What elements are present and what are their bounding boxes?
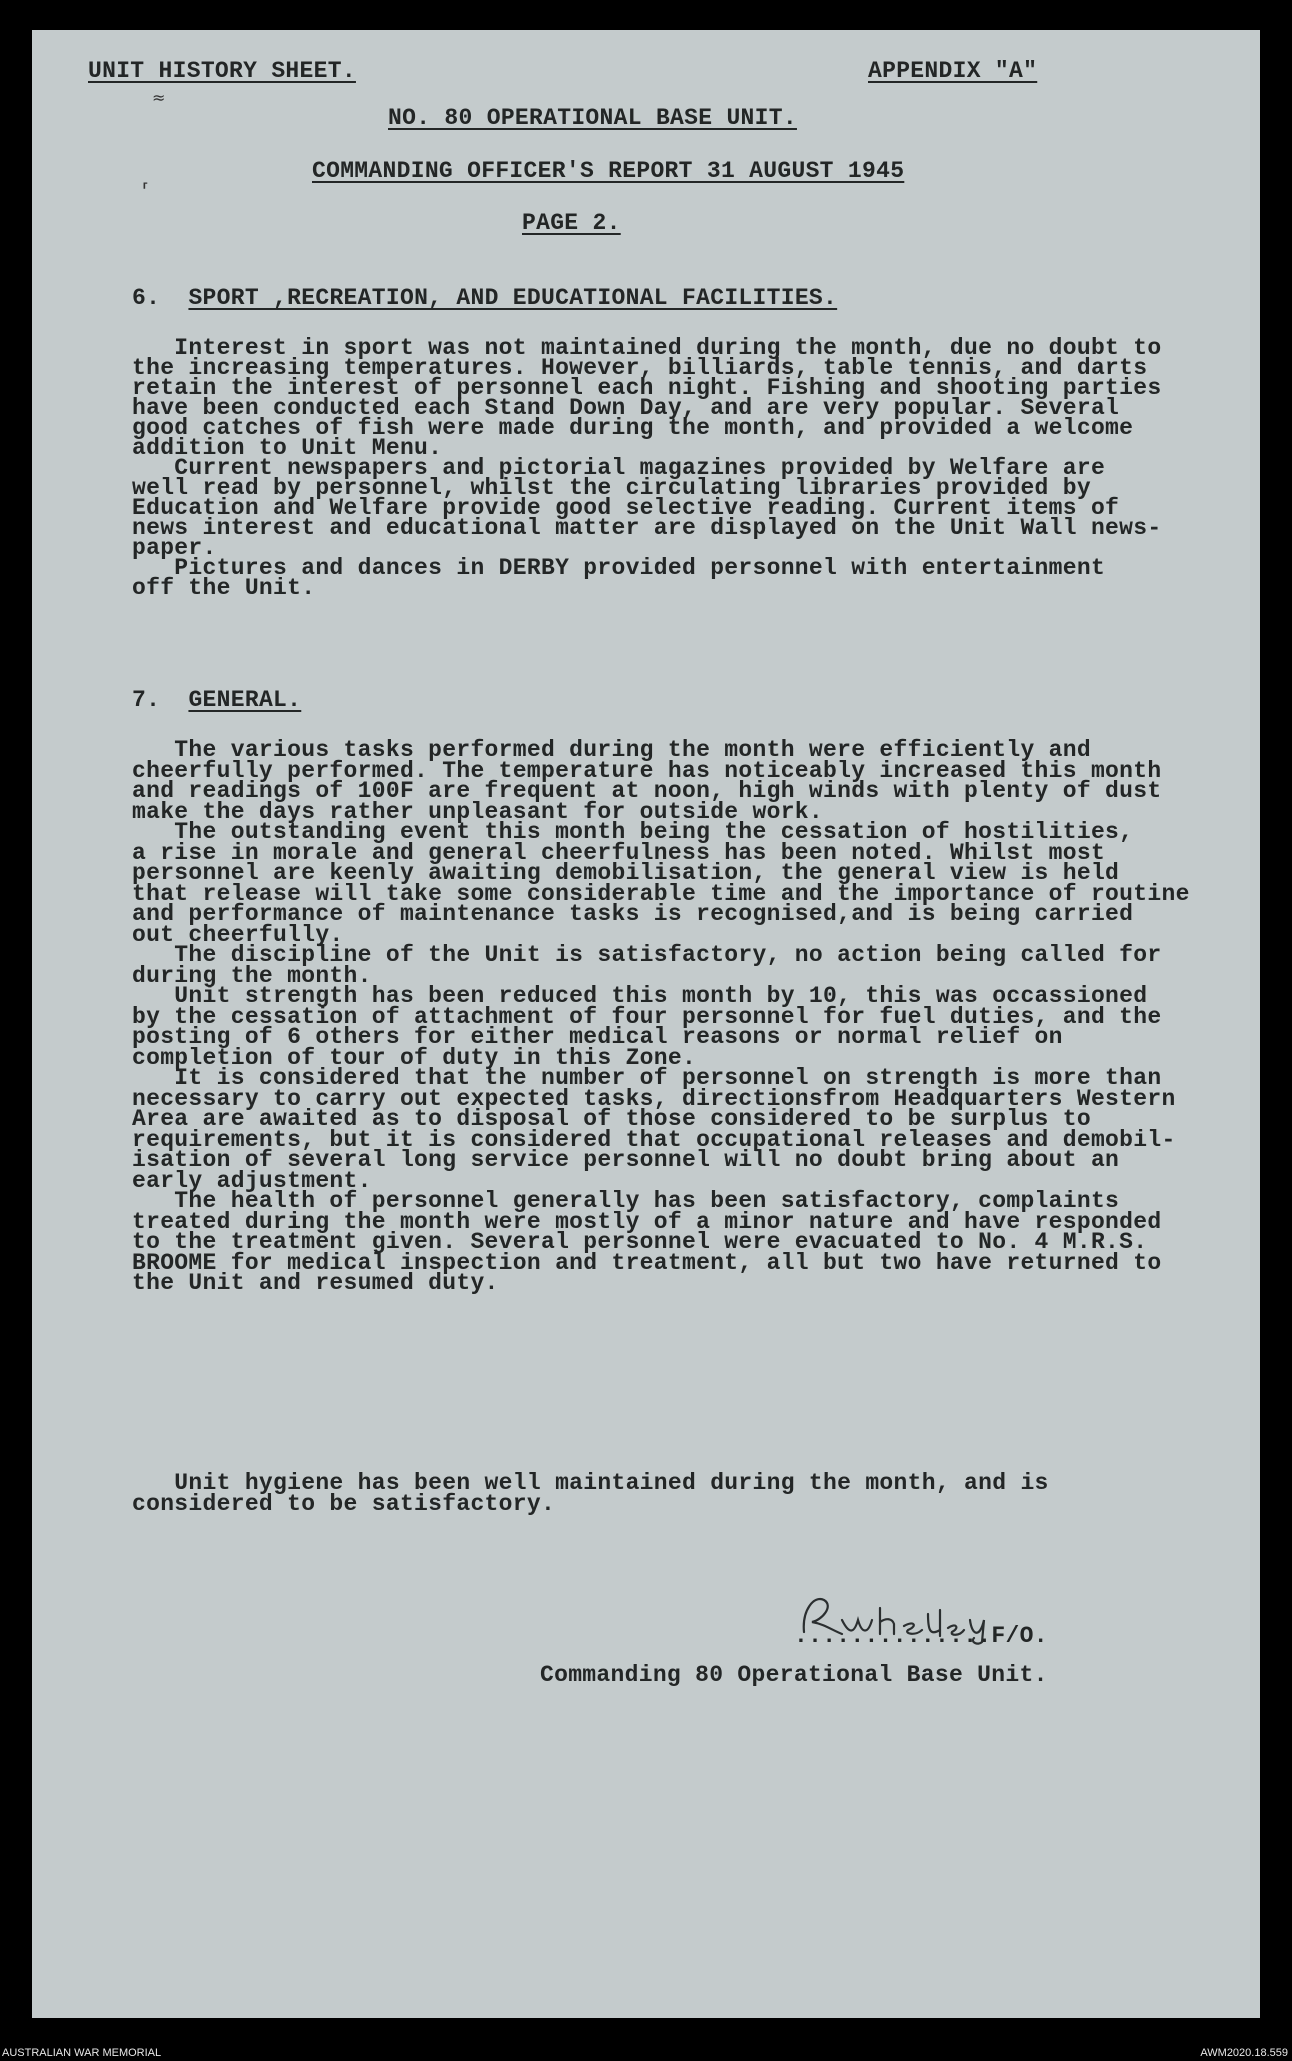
body-line: Pictures and dances in DERBY provided personnel with entertainment — [132, 555, 1106, 581]
body-line: retain the interest of personnel each night. Fishing and shooting parties — [132, 375, 1162, 401]
unit-title: NO. 80 OPERATIONAL BASE UNIT. — [388, 105, 797, 131]
body-line: isation of several long service personnel will no doubt bring about an — [132, 1147, 1120, 1173]
signature-caption: Commanding 80 Operational Base Unit. — [540, 1662, 1048, 1688]
report-title: COMMANDING OFFICER'S REPORT 31 AUGUST 1945 — [312, 158, 905, 184]
body-line: BROOME for medical inspection and treatment, all but two have returned to — [132, 1249, 1162, 1276]
body-line: The discipline of the Unit is satisfactory, no action being called for — [132, 942, 1162, 968]
body-line: posting of 6 others for either medical reasons or normal relief on — [132, 1024, 1063, 1050]
body-line: The various tasks performed during the month were efficiently and — [132, 737, 1091, 763]
body-line: make the days rather unpleasant for outside work. — [132, 798, 824, 825]
section-7-heading — [132, 687, 301, 713]
body-line: by the cessation of attachment of four personnel for fuel duties, and the — [132, 1003, 1162, 1030]
body-line: addition to Unit Menu. — [132, 435, 443, 461]
body-line: paper. — [132, 535, 217, 561]
body-line: well read by personnel, whilst the circulating libraries provided by — [132, 475, 1091, 501]
body-line: the increasing temperatures. However, billiards, table tennis, and darts — [132, 355, 1148, 381]
margin-mark: ⸢ — [142, 180, 150, 201]
body-line: have been conducted each Stand Down Day, and are very popular. Several — [132, 395, 1120, 421]
body-line: personnel are keenly awaiting demobilisation, the general view is held — [132, 860, 1120, 886]
body-line: during the month. — [132, 962, 372, 989]
accession-number: AWM2020.18.559 — [1200, 2047, 1288, 2059]
ink-mark: ≈ — [152, 88, 166, 107]
body-line: the Unit and resumed duty. — [132, 1270, 499, 1296]
body-line: Area are awaited as to disposal of those considered to be surplus to — [132, 1106, 1091, 1132]
section-number: 7. — [132, 687, 161, 713]
body-line: The health of personnel generally has been satisfactory, complaints — [132, 1188, 1120, 1214]
body-line: Education and Welfare provide good selective reading. Current items of — [132, 495, 1120, 521]
body-line: Unit strength has been reduced this month by 10, this was occassioned — [132, 983, 1148, 1009]
body-line: and readings of 100F are frequent at noon, high winds with plenty of dust — [132, 778, 1162, 804]
unit-history-sheet-header: UNIT HISTORY SHEET. — [88, 58, 356, 84]
body-line: requirements, but it is considered that occupational releases and demobil- — [132, 1126, 1176, 1153]
section-number: 6. — [132, 285, 161, 311]
section-title: SPORT ,RECREATION, AND EDUCATIONAL FACILITIES. — [188, 285, 838, 311]
appendix-label: APPENDIX "A" — [868, 58, 1038, 84]
body-line: cheerfully performed. The temperature has noticeably increased this month — [132, 757, 1162, 784]
body-line: necessary to carry out expected tasks, directionsfrom Headquarters Western — [132, 1085, 1176, 1112]
body-line: good catches of fish were made during the month, and provided a welcome — [132, 415, 1134, 441]
body-line: considered to be satisfactory. — [132, 1491, 556, 1517]
body-line: Unit hygiene has been well maintained during the month, and is — [132, 1470, 1049, 1496]
body-line: to the treatment given. Several personnel were evacuated to No. 4 M.R.S. — [132, 1229, 1148, 1255]
section-6-heading — [132, 285, 837, 311]
section-title: GENERAL. — [188, 687, 302, 713]
archive-credit: AUSTRALIAN WAR MEMORIAL — [2, 2047, 162, 2059]
signature-line: ..............F/O. — [794, 1623, 1048, 1649]
page-number: PAGE 2. — [522, 210, 621, 236]
body-line: completion of tour of duty in this Zone. — [132, 1044, 697, 1071]
body-line: that release will take some considerable time and the importance of routine — [132, 880, 1190, 907]
document-page — [32, 30, 1260, 2018]
body-line: and performance of maintenance tasks is recognised,and is being carried — [132, 901, 1134, 927]
body-line: It is considered that the number of personnel on strength is more than — [132, 1065, 1162, 1091]
body-line: Current newspapers and pictorial magazines provided by Welfare are — [132, 455, 1106, 481]
body-line: news interest and educational matter are displayed on the Unit Wall news- — [132, 515, 1162, 541]
body-line: The outstanding event this month being the cessation of hostilities, — [132, 819, 1134, 845]
body-line: Interest in sport was not maintained during the month, due no doubt to — [132, 335, 1162, 361]
body-line: early adjustment. — [132, 1167, 372, 1194]
body-line: treated during the month were mostly of a minor nature and have responded — [132, 1208, 1162, 1235]
body-line: off the Unit. — [132, 575, 316, 601]
body-line: a rise in morale and general cheerfulness has been noted. Whilst most — [132, 839, 1106, 866]
body-line: out cheerfully. — [132, 921, 344, 948]
